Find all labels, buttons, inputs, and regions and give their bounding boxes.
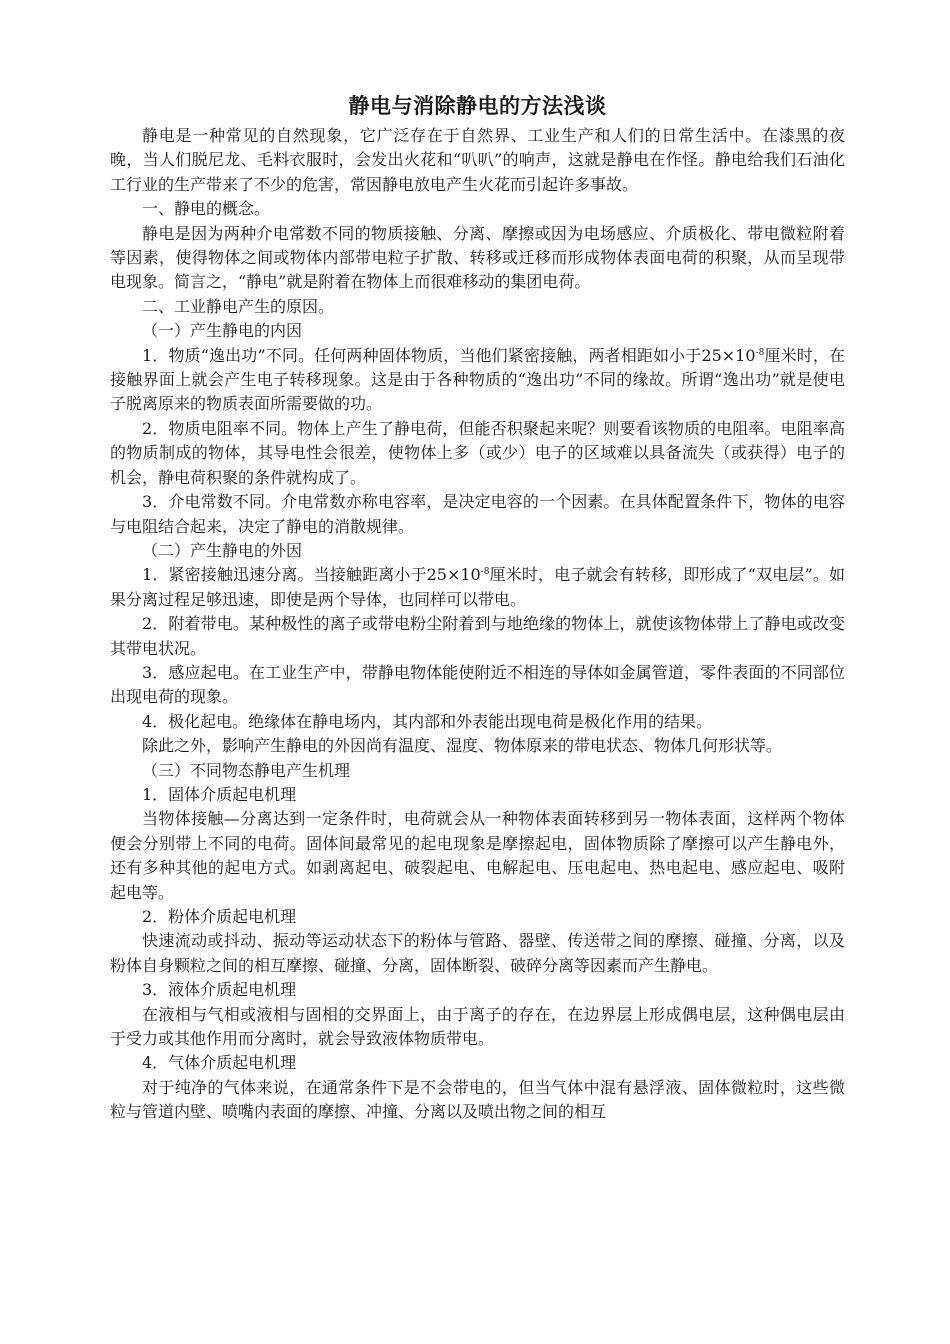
document-page [110, 88, 845, 1125]
external-cause-1-exponent: -8 [480, 567, 490, 578]
internal-cause-1-text-a: 1．物质“逸出功”不同。任何两种固体物质，当他们紧密接触，两者相距如小于25×10 [142, 345, 756, 365]
mechanism-powder-heading: 2．粉体介质起电机理 [142, 907, 297, 926]
external-cause-1-text-b: 厘米时，电子就会有转移，即形成了“双电层”。如果分离过程足够迅速，即使是两个导体，也同样可以带电。 [110, 565, 845, 609]
external-cause-4: 4．极化起电。绝缘体在静电场内，其内部和外表能出现电荷是极化作用的结果。 [142, 711, 713, 731]
mechanism-gas-paragraph: 对于纯净的气体来说，在通常条件下是不会带电的，但当气体中混有悬浮液、固体微粒时，这些微粒与管道内壁、喷嘴内表面的摩擦、冲撞、分离以及喷出物之间的相互 [110, 1077, 845, 1122]
concept-paragraph: 静电是因为两种介电常数不同的物质接触、分离、摩擦或因为电场感应、介质极化、带电微粒附着等因素，使得物体之间或物体内部带电粒子扩散、转移或迁移而形成物体表面电荷的积聚，从而呈现带电现象。简言之，“静电”就是附着在物体上而很难移动的集团电荷。 [110, 223, 845, 292]
external-cause-2: 2．附着带电。某种极性的离子或带电粉尘附着到与地绝缘的物体上，就使该物体带上了静电或改变其带电状况。 [110, 614, 845, 658]
other-factors-paragraph: 除此之外，影响产生静电的外因尚有温度、湿度、物体原来的带电状态、物体几何形状等。 [142, 736, 783, 756]
mechanism-solid-paragraph: 当物体接触—分离达到一定条件时，电荷就会从一种物体表面转移到另一物体表面，这样两个物体便会分别带上不同的电荷。固体间最常见的起电现象是摩擦起电，固体物质除了摩擦可以产生静电外，还有多种其他的起电方式。如剥离起电、破裂起电、电解起电、压电起电、热电起电、感应起电、吸附起电等。 [110, 809, 845, 902]
section-heading-causes: 二、工业静电产生的原因。 [142, 296, 335, 316]
internal-cause-1-exponent: -8 [755, 347, 765, 358]
document-body [110, 124, 845, 1125]
mechanism-gas-heading: 4．气体介质起电机理 [142, 1053, 297, 1073]
internal-cause-1-text-b: 厘米时，在接触界面上就会产生电子转移现象。这是由于各种物质的“逸出功”不同的缘故。所谓“逸出功”就是使电子脱离原来的物质表面所需要做的功。 [110, 345, 845, 414]
subheading-external-causes: （二）产生静电的外因 [142, 540, 303, 560]
external-cause-1-text-a: 1．紧密接触迅速分离。当接触距离小于25×10 [142, 565, 481, 585]
mechanism-powder-paragraph: 快速流动或抖动、振动等运动状态下的粉体与管路、器壁、传送带之间的摩擦、碰撞、分离，以及粉体自身颗粒之间的相互摩擦、碰撞、分离，固体断裂、破碎分离等因素而产生静电。 [110, 931, 845, 975]
subheading-internal-causes: （一）产生静电的内因 [142, 321, 303, 341]
intro-paragraph: 静电是一种常见的自然现象，它广泛存在于自然界、工业生产和人们的日常生活中。在漆黑的夜晚，当人们脱尼龙、毛料衣服时，会发出火花和“叭叭”的响声，这就是静电在作怪。静电给我们石油化工行业的生产带来了不少的危害，常因静电放电产生火花而引起许多事故。 [110, 126, 845, 194]
external-cause-3: 3．感应起电。在工业生产中，带静电物体能使附近不相连的导体如金属管道，零件表面的不同部位出现电荷的现象。 [110, 662, 845, 707]
subheading-mechanisms: （三）不同物态静电产生机理 [142, 760, 351, 780]
internal-cause-3: 3．介电常数不同。介电常数亦称电容率，是决定电容的一个因素。在具体配置条件下，物体的电容与电阻结合起来，决定了静电的消散规律。 [110, 492, 845, 536]
mechanism-liquid-paragraph: 在液相与气相或液相与固相的交界面上，由于离子的存在，在边界层上形成偶电层，这种偶电层由于受力或其他作用而分离时，就会导致液体物质带电。 [110, 1004, 845, 1049]
mechanism-solid-heading: 1．固体介质起电机理 [142, 784, 297, 804]
internal-cause-1 [110, 344, 845, 417]
document-title: 静电与消除静电的方法浅谈 [348, 93, 607, 118]
mechanism-liquid-heading: 3．液体介质起电机理 [142, 980, 297, 1000]
internal-cause-2: 2．物质电阻率不同。物体上产生了静电荷，但能否积聚起来呢？则要看该物质的电阻率。电阻率高的物质制成的物体，其导电性会很差，使物体上多（或少）电子的区域难以具备流失（或获得）电子的机会，静电荷积聚的条件就构成了。 [110, 418, 845, 487]
external-cause-1 [110, 563, 845, 612]
section-heading-concept: 一、静电的概念。 [142, 199, 271, 219]
